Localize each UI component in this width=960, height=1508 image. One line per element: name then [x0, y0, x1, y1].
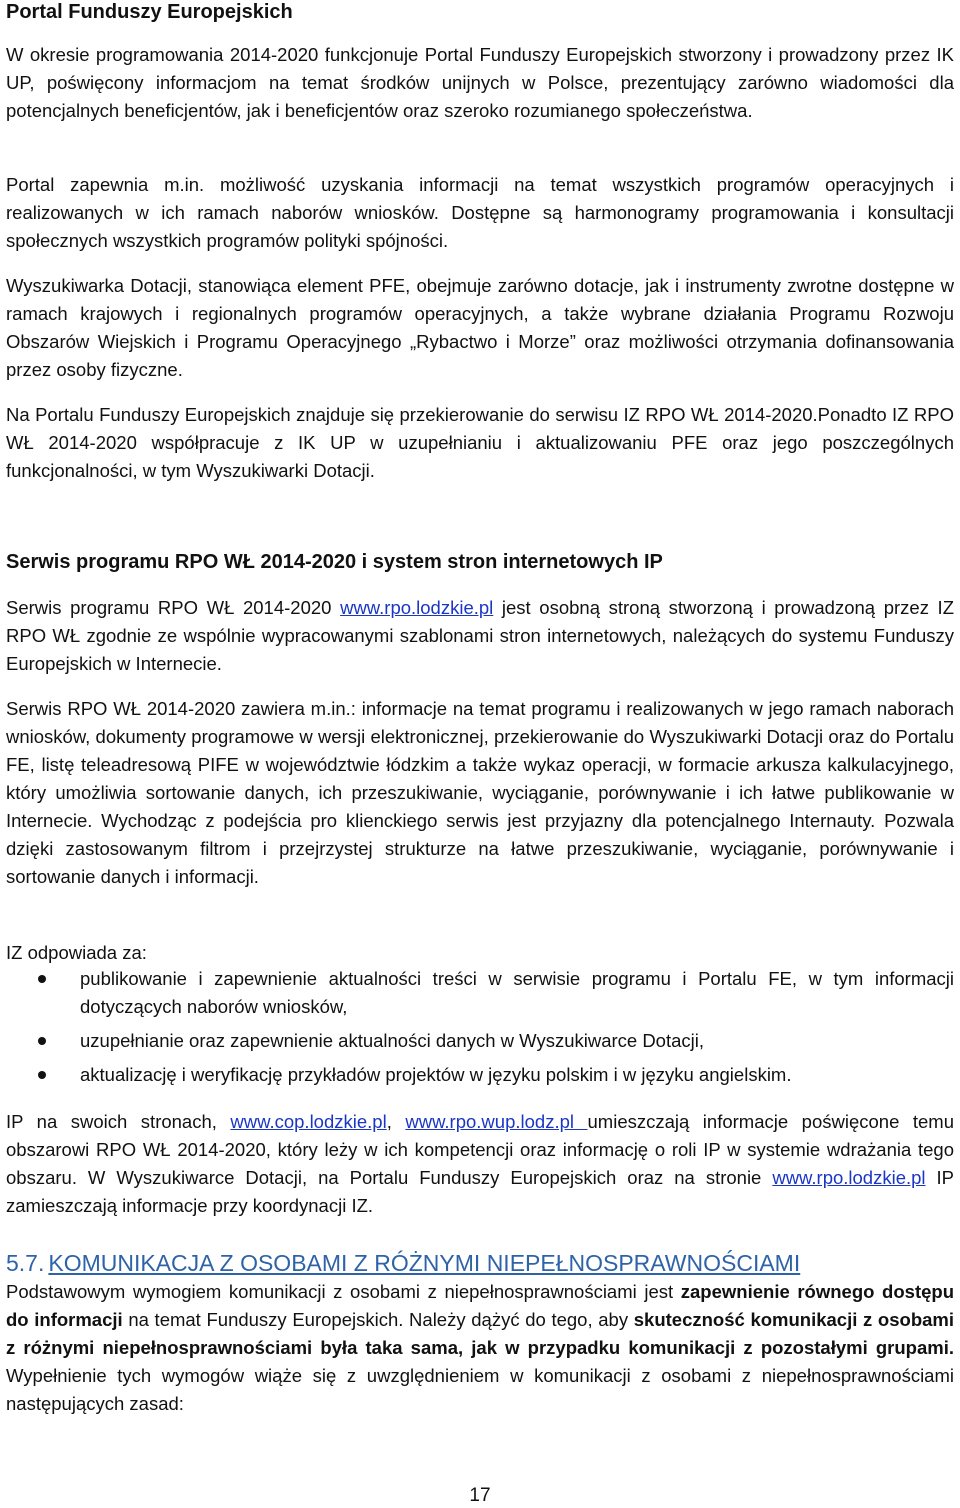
bullet-icon	[38, 1071, 46, 1079]
section-number: 5.7.	[6, 1250, 45, 1276]
paragraph-ip-websites	[6, 1108, 954, 1220]
paragraph-portal-features: Portal zapewnia m.in. możliwość uzyskania informacji na temat wszystkich programów operacyjnych i realizowanych w ich ramach naborów wniosków. Dostępne są harmonogramy programowania i konsultacji społecznych wszystkich programów polityki spójności.	[6, 174, 954, 251]
text-run: umieszczają informacje poświęcone temu obszarowi RPO WŁ 2014-2020, który leży w ich kompetencji oraz informację o roli IP w systemie wdrażania tego obszaru. W Wyszukiwarce Dotacji, na Portalu Funduszy Europejskich oraz na stronie	[6, 1111, 954, 1188]
section-heading-5-7	[6, 1248, 954, 1278]
list-item-text: publikowanie i zapewnienie aktualności treści w serwisie programu i Portalu FE, w tym informacji dotyczących naborów wniosków,	[80, 968, 954, 1017]
text-run: IP na swoich stronach,	[6, 1111, 231, 1132]
list-item	[6, 965, 954, 1021]
section-title-rpo-service: Serwis programu RPO WŁ 2014-2020 i system stron internetowych IP	[6, 551, 663, 573]
text-run: jest osobną stroną stworzoną i prowadzoną przez IZ RPO WŁ zgodnie ze wspólnie wypracowanymi szablonami stron internetowych, należących do systemu Funduszy Europejskich w Internecie.	[6, 597, 954, 674]
paragraph-grant-search: Wyszukiwarka Dotacji, stanowiąca element PFE, obejmuje zarówno dotacje, jak i instrumenty zwrotne dostępne w ramach krajowych i regionalnych programów operacyjnych, a także wybrane działania Programu Rozwoju Obszarów Wiejskich i Programu Operacyjnego „Rybactwo i Morze” oraz możliwości otrzymania dofinansowania przez osoby fizyczne.	[6, 275, 954, 380]
link-rpo-lodzkie-2[interactable]: www.rpo.lodzkie.pl	[772, 1167, 926, 1188]
bullet-icon	[38, 975, 46, 983]
list-item	[6, 1027, 954, 1055]
paragraph-rpo-service	[6, 594, 954, 678]
list-item-text: uzupełnianie oraz zapewnienie aktualności danych w Wyszukiwarce Dotacji,	[80, 1030, 705, 1051]
paragraph-portal-redirect: Na Portalu Funduszy Europejskich znajduje się przekierowanie do serwisu IZ RPO WŁ 2014-2020.Ponadto IZ RPO WŁ 2014-2020 współpracuje z IK UP w uzupełnianiu i aktualizowaniu PFE oraz jego poszczególnych funkcjonalności, w tym Wyszukiwarki Dotacji.	[6, 404, 954, 481]
page-number: 17	[469, 1485, 491, 1506]
bold-run: zapewnienie równego dostępu do informacji	[6, 1281, 954, 1330]
paragraph-portal-intro: W okresie programowania 2014-2020 funkcjonuje Portal Funduszy Europejskich stworzony i prowadzony przez IK UP, poświęcony informacjom na temat środków unijnych w Polsce, prezentujący zarówno wiadomości dla potencjalnych beneficjentów, jak i beneficjentów oraz szeroko rozumianego społeczeństwa.	[6, 44, 954, 121]
text-run: na temat Funduszy Europejskich. Należy dążyć do tego, aby	[122, 1309, 634, 1330]
paragraph-accessibility	[6, 1278, 954, 1418]
text-run: IP zamieszczają informacje przy koordynacji IZ.	[6, 1167, 954, 1216]
text-run: Podstawowym wymogiem komunikacji z osobami z niepełnosprawnościami jest	[6, 1281, 681, 1302]
section-title-portal: Portal Funduszy Europejskich	[6, 1, 293, 23]
text-run: ,	[386, 1111, 406, 1132]
list-item	[6, 1061, 954, 1089]
link-cop-lodzkie[interactable]: www.cop.lodzkie.pl	[230, 1111, 387, 1132]
bullet-icon	[38, 1037, 46, 1045]
link-rpo-lodzkie[interactable]: www.rpo.lodzkie.pl	[340, 597, 494, 618]
responsibilities-list	[6, 965, 954, 1095]
text-run: Wypełnienie tych wymogów wiąże się z uwzględnieniem w komunikacji z osobami z niepełnosprawnościami następujących zasad:	[6, 1365, 954, 1414]
text-run: Serwis programu RPO WŁ 2014-2020	[6, 597, 341, 618]
list-item-text: aktualizację i weryfikację przykładów projektów w języku polskim i w języku angielskim.	[80, 1064, 792, 1085]
paragraph-rpo-contents: Serwis RPO WŁ 2014-2020 zawiera m.in.: informacje na temat programu i realizowanych w jego ramach naborach wniosków, dokumenty programowe w wersji elektronicznej, przekierowanie do Wyszukiwarki Dotacji oraz do Portalu FE, listę teleadresową PIFE w województwie łódzkim a także wykaz operacji, w formacie arkusza kalkulacyjnego, który umożliwia sortowanie danych, ich przeszukiwanie, wyciąganie, porównywanie i ich łatwe publikowanie w Internecie. Wychodząc z podejścia pro klienckiego serwis jest przyjazny dla potencjalnego Internauty. Pozwala dzięki zastosowanym filtrom i przejrzystej strukturze na łatwe przeszukiwanie, wyciąganie, porównywanie i sortowanie danych i informacji.	[6, 698, 954, 887]
link-rpo-wup-lodz[interactable]: www.rpo.wup.lodz.pl	[405, 1111, 588, 1132]
bold-run: skuteczność komunikacji z osobami z różnymi niepełnosprawnościami była taka sama, jak w przypadku komunikacji z pozostałymi grupami.	[6, 1309, 954, 1358]
section-heading-title: KOMUNIKACJA Z OSOBAMI Z RÓŻNYMI NIEPEŁNOSPRAWNOŚCIAMI	[48, 1250, 801, 1276]
paragraph-iz-responsible: IZ odpowiada za:	[6, 942, 147, 963]
